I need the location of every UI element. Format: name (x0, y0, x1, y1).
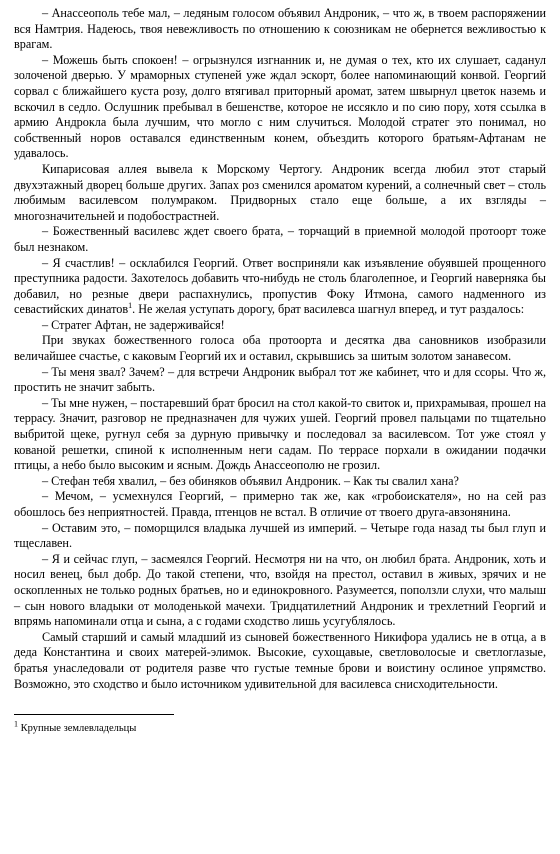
paragraph-text: – Стратег Афтан, не задерживайся! (42, 317, 225, 332)
paragraph (14, 396, 546, 474)
paragraph-text: – Ты мне нужен, – постаревший брат бросил на стол какой-то свиток и, прихрамывая, прошел на террасу. Значит, разговор не предназначен для чужих ушей. Георгий провел пальцами по тщательно выбритой щеке, ругнул себя за дурную привычку и последовал за василевсом. Тот уже стоял у кованой решетки, спиной к исполненным неги садам. По террасе порхали в ожидании подачки птицы, а небо было высоким и ясным. Дождь Анассеополю не грозил. (14, 395, 546, 473)
footnote-marker: 1 (14, 719, 18, 729)
paragraph-text: Самый старший и самый младший из сыновей божественного Никифора удались не в отца, а в деда Константина и своих матерей-элимок. Высокие, сухощавые, светловолосые и светлоглазые, братья унаследовали от родителя разве что густые темные брови и воистину ослиное упрямство. Возможно, это сходство и было источником удивительной для василевса снисходительности. (14, 629, 546, 691)
footnote (14, 719, 546, 735)
paragraph (14, 53, 546, 162)
paragraph-text: – Стефан тебя хвалил, – без обиняков объявил Андроник. – Как ты свалил хана? (42, 473, 459, 488)
paragraph (14, 6, 546, 53)
footnote-reference[interactable]: 1 (128, 301, 133, 311)
paragraph (14, 224, 546, 255)
paragraph-text: – Божественный василевс ждет своего брата, – торчащий в приемной молодой протоорт тоже был незнаком. (14, 224, 546, 254)
paragraph-text: . Не желая уступать дорогу, брат василевса шагнул вперед, и тут раздалось: (132, 302, 525, 317)
paragraph-text: – Мечом, – усмехнулся Георгий, – примерно так же, как «гробоискателя», но на сей раз обошлось без неприятностей. Правда, птенцов не встал. В отличие от твоего друга-авзонянина. (14, 489, 546, 519)
paragraph (14, 630, 546, 692)
paragraph-text: – Я и сейчас глуп, – засмеялся Георгий. Несмотря ни на что, он любил брата. Андроник, хоть и носил венец, был добр. До такой степени, что, взойдя на престол, оставил в живых, зрячих и не оскопленных не только родных братьев, но и единокровного. Разумеется, поползли слухи, что малыш – сын нового владыки от молоденькой мачехи. Тридцатилетний Андроник и трехлетний Георгий и впрямь напоминали отца и сына, а с годами сходство лишь усугублялось. (14, 551, 546, 629)
body-text (14, 6, 546, 692)
paragraph (14, 489, 546, 520)
paragraph-text: При звуках божественного голоса оба протоорта и десятка два сановников изобразили величайшее счастье, с каковым Георгий их и оставил, скрывшись за шитым золотом занавесом. (14, 333, 546, 364)
paragraph-text: – Ты меня звал? Зачем? – для встречи Андроник выбрал тот же кабинет, что и для ссоры. Что ж, простить не значит забыть. (14, 364, 546, 395)
paragraph (14, 256, 546, 318)
paragraph-text: – Можешь быть спокоен! – огрызнулся изгнанник и, не думая о тех, кто их слушает, саданул золоченой дверью. У мраморных ступеней уже ждал эскорт, более напоминающий конвой. Георгий сорвал с ближайшего куста розу, долго втягивал приторный аромат, затем швырнул цветок наземь и вскочил в седло. Ослушник пребывал в бешенстве, которое не иссякло и по сию пору, хотя ссылка в армию Андрокла была лучшим, что могло с ним случиться. Молодой стратег это понимал, но собственный норов оставался единственным конем, объездить которого братьям-Афтанам не удавалось. (14, 52, 546, 161)
footnote-divider (14, 714, 174, 715)
paragraph-text: – Анассеополь тебе мал, – ледяным голосом объявил Андроник, – что ж, в твоем распоряжении вся Намтрия. Надеюсь, твоя невежливость по отношению к союзникам не обернется вежливостью к врагам. (14, 6, 546, 52)
paragraph (14, 333, 546, 364)
paragraph (14, 318, 546, 334)
footnote-text: Крупные землевладельцы (20, 723, 137, 735)
paragraph-text: – Я счастлив! – осклабился Георгий. Ответ восприняли как изъявление обуявшей прощенного преступника радости. Захотелось добавить что-нибудь не столь благолепное, и Георгий наверняка бы добавил, но резные двери распахнулись, пропустив Фоку Итмона, самого надменного из севастийских динатов (14, 255, 546, 317)
paragraph (14, 521, 546, 552)
paragraph-text: Кипарисовая аллея вывела к Морскому Чертогу. Андроник всегда любил этот старый двухэтажный дворец больше других. Запах роз сменился ароматом курений, а солнечный свет – столь любимым василевсом полумраком. Придворных стало еще больше, а их взгляды – многозначительней и подобострастней. (14, 161, 546, 223)
paragraph (14, 552, 546, 630)
paragraph-text: – Оставим это, – поморщился владыка лучшей из империй. – Четыре года назад ты был глуп и тщеславен. (14, 520, 546, 551)
paragraph (14, 474, 546, 490)
paragraph (14, 162, 546, 224)
paragraph (14, 365, 546, 396)
